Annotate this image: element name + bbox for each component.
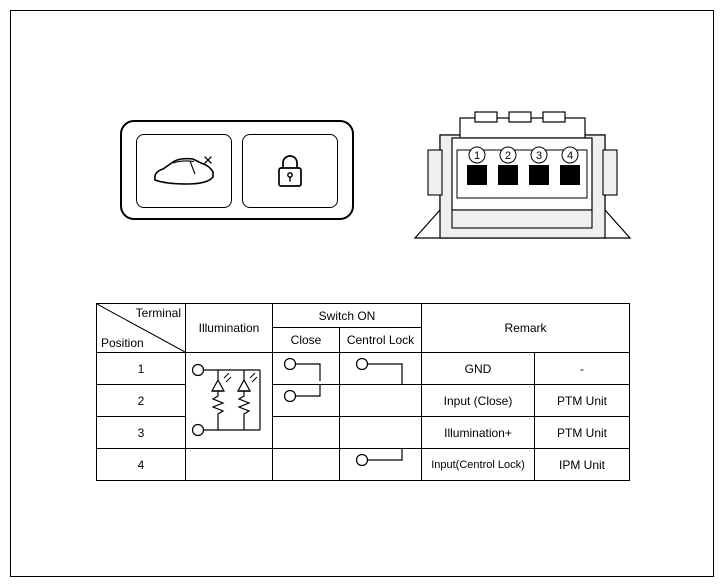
table-row xyxy=(97,417,630,449)
connector-pin-2-label: 2 xyxy=(504,150,512,162)
cell-central-lock-switch-4 xyxy=(340,449,422,481)
connector-pin-1-label: 1 xyxy=(473,150,481,162)
cell-close-switch-3 xyxy=(273,417,340,449)
table-row xyxy=(97,449,630,481)
page-border xyxy=(10,10,714,577)
cell-position-1: 1 xyxy=(97,353,186,385)
table-row xyxy=(97,353,630,385)
switch-assembly xyxy=(120,120,354,220)
cell-remark1-1: GND xyxy=(422,353,535,385)
header-position-label: Position xyxy=(101,336,144,350)
header-close: Close xyxy=(273,328,340,353)
table-row xyxy=(97,385,630,417)
cell-illumination-4 xyxy=(186,449,273,481)
door-lock-button[interactable] xyxy=(242,134,338,208)
pinout-table-wrapper xyxy=(96,303,629,481)
cell-remark2-4: IPM Unit xyxy=(535,449,630,481)
cell-remark2-2: PTM Unit xyxy=(535,385,630,417)
pinout-table xyxy=(96,303,630,481)
connector-pin-4-label: 4 xyxy=(566,150,574,162)
table-header-row xyxy=(97,304,630,328)
header-remark: Remark xyxy=(422,304,630,353)
trunk-release-button[interactable] xyxy=(136,134,232,208)
header-central-lock: Centrol Lock xyxy=(340,328,422,353)
header-switch-on: Switch ON xyxy=(273,304,422,328)
cell-position-4: 4 xyxy=(97,449,186,481)
cell-remark1-2: Input (Close) xyxy=(422,385,535,417)
cell-central-lock-switch-3 xyxy=(340,417,422,449)
cell-illumination-circuit xyxy=(186,353,273,449)
cell-position-2: 2 xyxy=(97,385,186,417)
cell-position-3: 3 xyxy=(97,417,186,449)
cell-close-switch-1 xyxy=(273,353,340,385)
cell-close-switch-4 xyxy=(273,449,340,481)
header-terminal-position xyxy=(97,304,186,353)
cell-remark2-3: PTM Unit xyxy=(535,417,630,449)
connector-pin-3-label: 3 xyxy=(535,150,543,162)
cell-remark1-4: Input(Centrol Lock) xyxy=(422,449,535,481)
cell-close-switch-2 xyxy=(273,385,340,417)
header-terminal-label: Terminal xyxy=(135,306,181,320)
cell-remark1-3: Illumination+ xyxy=(422,417,535,449)
cell-central-lock-switch-2 xyxy=(340,385,422,417)
trunk-open-car-icon xyxy=(137,135,231,207)
cell-remark2-1: - xyxy=(535,353,630,385)
connector-illustration xyxy=(405,110,640,245)
cell-central-lock-switch-1 xyxy=(340,353,422,385)
padlock-icon xyxy=(243,135,337,207)
header-illumination: Illumination xyxy=(186,304,273,353)
